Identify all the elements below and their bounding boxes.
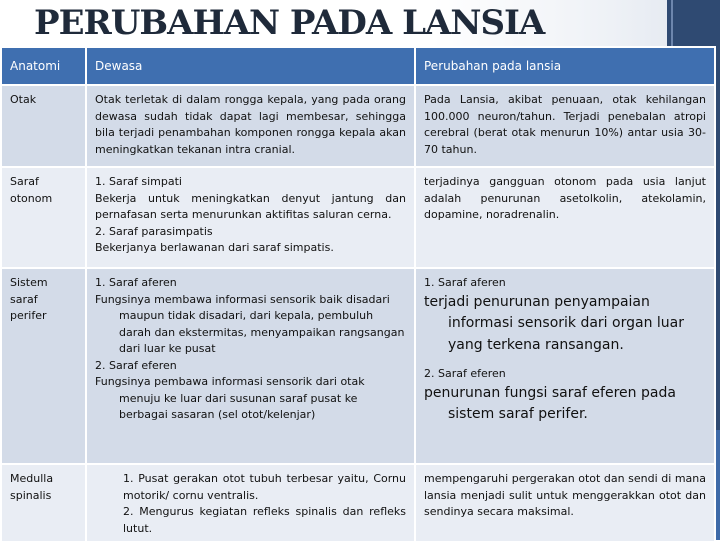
text-line: Fungsinya membawa informasi sensorik baik disadari: [95, 292, 390, 306]
comparison-table: [0, 46, 716, 543]
text-line: Bekerjanya berlawanan dari saraf simpatis.: [95, 241, 334, 254]
text-line: maupun tidak disadari, dari kepala, pembuluh darah dan ekstermitas, menyampaikan rangsangan dari luar ke pusat: [119, 309, 405, 355]
text-line: 2. Mengurus kegiatan refleks spinalis dan refleks lutut.: [123, 505, 406, 535]
table-row-otak: [1, 85, 715, 167]
text-line: 1. Saraf simpati: [95, 175, 182, 188]
text-line: 2. Saraf eferen: [424, 367, 506, 380]
table-row-saraf-otonom: [1, 167, 715, 268]
cell-lansia-otak: Pada Lansia, akibat penuaan, otak kehilangan 100.000 neuron/tahun. Terjadi penebalan atropi cerebral (berat otak menurun 10%) antar usia 30-70 tahun.: [415, 85, 715, 167]
cell-lansia-sistem-saraf-perifer: [415, 268, 715, 464]
text-line: Fungsinya pembawa informasi sensorik dari otak: [95, 375, 365, 388]
cell-anatomi-saraf-otonom: Saraf otonom: [1, 167, 86, 268]
table-row-sistem-saraf-perifer: [1, 268, 715, 464]
header-dewasa: Dewasa: [86, 47, 415, 85]
cell-anatomi-medulla-spinalis: Medulla spinalis: [1, 464, 86, 542]
header-anatomi: Anatomi: [1, 47, 86, 85]
text-line: menuju ke luar dari susunan saraf pusat ke berbagai sasaran (sel otot/kelenjar): [119, 391, 358, 421]
cell-dewasa-sistem-saraf-perifer: [86, 268, 415, 464]
text-line: terjadi penurunan penyampaian: [424, 293, 650, 310]
cell-dewasa-saraf-otonom: [86, 167, 415, 268]
cell-dewasa-otak: Otak terletak di dalam rongga kepala, yang pada orang dewasa sudah tidak dapat lagi membesar, sehingga bila terjadi penambahan komponen rongga kepala akan meningkatkan tekanan intra cranial.: [86, 85, 415, 167]
table-header-row: [1, 47, 715, 85]
cell-lansia-medulla-spinalis: mempengaruhi pergerakan otot dan sendi di mana lansia menjadi sulit untuk menggerakkan otot dan sendinya secara maksimal.: [415, 464, 715, 542]
text-line: penurunan fungsi saraf eferen pada: [424, 384, 676, 401]
header-perubahan: Perubahan pada lansia: [415, 47, 715, 85]
cell-dewasa-medulla-spinalis: [86, 464, 415, 542]
table-row-medulla-spinalis: [1, 464, 715, 542]
text-line: 1. Saraf aferen: [424, 276, 506, 289]
text-line: 2. Saraf parasimpatis: [95, 224, 213, 238]
cell-anatomi-sistem-saraf-perifer: Sistem saraf perifer: [1, 268, 86, 464]
cell-lansia-saraf-otonom: terjadinya gangguan otonom pada usia lanjut adalah penurunan asetolkolin, atekolamin, dopamine, noradrenalin.: [415, 167, 715, 268]
cell-anatomi-otak: Otak: [1, 85, 86, 167]
text-line: 1. Saraf aferen: [95, 276, 177, 289]
text-line: 1. Pusat gerakan otot tubuh terbesar yaitu, Cornu motorik/ cornu ventralis.: [123, 472, 406, 502]
slide-title: PERUBAHAN PADA LANSIA: [34, 3, 545, 43]
text-line: Bekerja untuk meningkatkan denyut jantung dan pernafasan serta menurunkan aktifitas saluran cerna.: [95, 191, 406, 221]
text-line: 2. Saraf eferen: [95, 358, 177, 372]
text-line: sistem saraf perifer.: [448, 406, 588, 422]
text-line: informasi sensorik dari organ luar yang terkena ransangan.: [448, 315, 684, 353]
